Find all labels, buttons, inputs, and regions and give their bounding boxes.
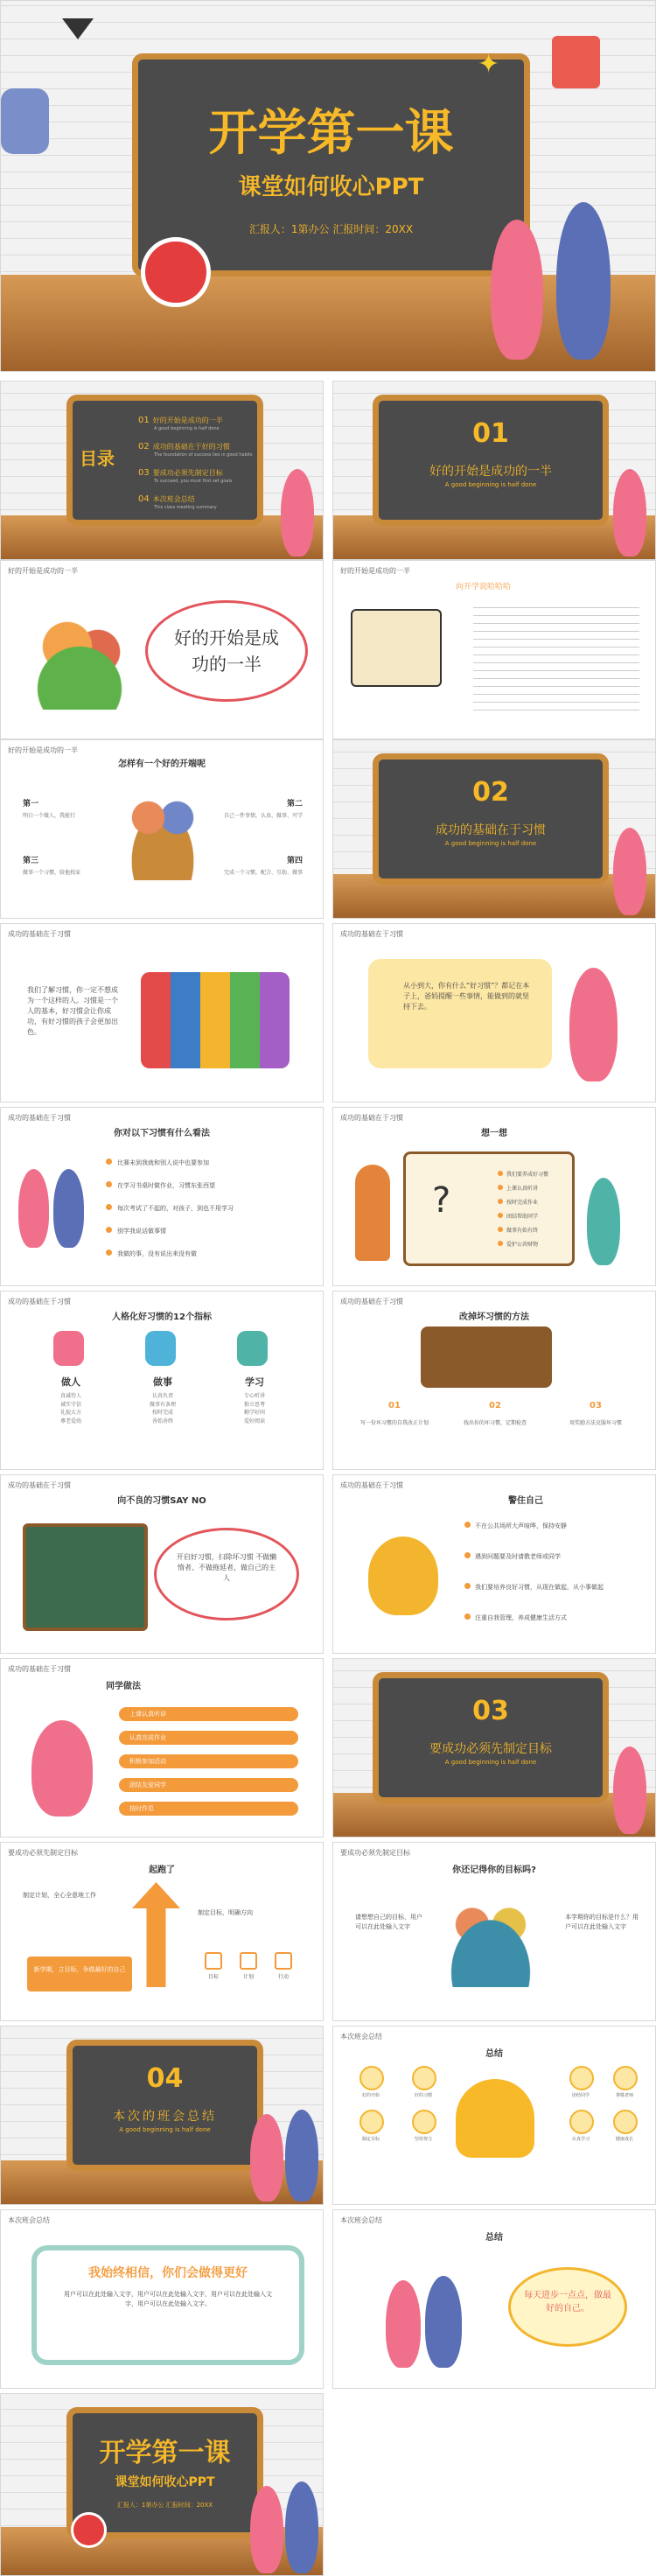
goal-icon-label: 行动 xyxy=(277,1974,289,1980)
blackboard xyxy=(373,395,609,526)
speech-bubble xyxy=(145,600,308,702)
bullet-icon xyxy=(464,1614,471,1620)
goal-icon-label: 目标 xyxy=(207,1974,219,1980)
book-illustration xyxy=(351,609,442,687)
bullet-icon xyxy=(106,1227,112,1233)
section-title: 要成功必须先制定目标 xyxy=(429,1742,552,1756)
bubble-text: 开启好习惯，扫除坏习惯 不做懒惰者、不做拖延者，做自己的主人 xyxy=(176,1553,277,1582)
slide-title: 警住自己 xyxy=(508,1496,543,1506)
bullet-icon xyxy=(498,1199,503,1204)
opinion-item xyxy=(106,1174,307,1190)
summary-label: 坚持努力 xyxy=(414,2137,432,2142)
s2b-slide xyxy=(332,923,656,1102)
think-item xyxy=(498,1163,548,1177)
column-heading: 做事 xyxy=(153,1376,172,1388)
girl-illustration xyxy=(587,1178,620,1265)
section4-slide xyxy=(0,2026,324,2205)
tip-item xyxy=(224,854,303,876)
toc-item-text: 要成功必须先制定目标 xyxy=(152,469,223,477)
left-text: 制定计划，全心全意地工作 xyxy=(23,1892,96,1899)
method-number: 01 xyxy=(388,1401,401,1410)
speech-bubble xyxy=(154,1528,299,1620)
s1b-slide xyxy=(332,560,656,739)
family-illustration xyxy=(18,605,141,710)
trophy-illustration xyxy=(456,2079,534,2158)
opinion-text: 在学习书桌时做作业，习惯东张西望 xyxy=(117,1182,215,1189)
reminder-text: 注重自我管理，养成健康生活方式 xyxy=(475,1614,567,1621)
slide-header: 成功的基础在于习惯 xyxy=(8,1298,71,1306)
girl-illustration xyxy=(386,2280,421,2368)
method-text: 找出你的坏习惯，定期检查 xyxy=(463,1420,527,1426)
slide-header: 本次班会总结 xyxy=(340,2033,382,2040)
think-text: 按时完成作业 xyxy=(506,1200,539,1206)
slide-title: 向不良的习惯SAY NO xyxy=(117,1496,206,1506)
slide-header: 成功的基础在于习惯 xyxy=(8,1665,71,1673)
toc-item xyxy=(138,488,254,514)
toc-item-text: 好的开始是成功的一半 xyxy=(152,416,223,424)
summary-label: 制定目标 xyxy=(361,2137,380,2142)
toc-item-subtitle: The foundation of success lies in good habits xyxy=(154,452,253,458)
tip-text: 做事一个习惯，给他找家 xyxy=(23,870,81,876)
summary-circle-icon xyxy=(569,2066,594,2090)
slide-title: 你对以下习惯有什么看法 xyxy=(114,1129,210,1138)
cover-meta: 汇报人：1第办公 汇报时间：20XX xyxy=(248,223,414,235)
section-number: 01 xyxy=(472,418,509,449)
letter-icon xyxy=(237,1331,268,1366)
practice-pill xyxy=(119,1754,298,1768)
bubble-text: 每天进步一点点，做最好的自己。 xyxy=(524,2291,611,2314)
bullet-icon xyxy=(106,1204,112,1210)
practice-text: 积极参加活动 xyxy=(129,1758,166,1765)
reminder-item xyxy=(464,1515,639,1531)
opinion-item xyxy=(106,1152,307,1167)
s2e-slide xyxy=(0,1291,324,1470)
think-item xyxy=(498,1191,548,1205)
s2h-slide xyxy=(332,1474,656,1654)
girl-illustration xyxy=(250,2114,283,2202)
teacher-illustration xyxy=(355,1165,390,1261)
blackboard xyxy=(66,2040,263,2171)
opinion-item xyxy=(106,1242,307,1258)
toc-item-number: 01 xyxy=(138,416,150,425)
practice-pill xyxy=(119,1707,298,1721)
slide-header: 成功的基础在于习惯 xyxy=(340,1481,403,1489)
arrow-pencil-illustration xyxy=(132,1882,180,1987)
girl-illustration xyxy=(281,469,314,556)
slide-title: 起跑了 xyxy=(149,1866,175,1875)
slide-title: 向开学说哈哈哈 xyxy=(456,583,512,592)
frame-text: 用户可以在此处输入文字，用户可以在此处输入文字，用户可以在此处输入文字，用户可以在此处输入文字。 xyxy=(64,2291,272,2307)
right-text: 本学期你的目标是什么？用户可以在此处输入文字 xyxy=(565,1914,639,1930)
end-title: 开学第一课 xyxy=(99,2438,231,2468)
reminder-item xyxy=(464,1576,639,1592)
bullet-icon xyxy=(498,1185,503,1190)
section-subtitle: A good beginning is half done xyxy=(119,2126,211,2133)
bullet-icon xyxy=(498,1213,503,1218)
slide-header: 要成功必须先制定目标 xyxy=(340,1849,410,1857)
girl-illustration xyxy=(569,968,618,1082)
cover-slide xyxy=(0,0,656,372)
tip-heading: 第三 xyxy=(23,857,39,865)
s2i-slide xyxy=(0,1658,324,1838)
section-number: 02 xyxy=(472,777,509,808)
bullet-icon xyxy=(106,1158,112,1165)
girl-illustration xyxy=(613,1746,646,1834)
section-subtitle: A good beginning is half done xyxy=(444,481,537,488)
bubble-text: 好的开始是成功的一半 xyxy=(174,627,279,675)
toc-item-text: 成功的基础在于好的习惯 xyxy=(152,443,230,451)
summary-circle-icon xyxy=(359,2066,384,2090)
tip-heading: 第一 xyxy=(23,800,39,808)
slide-header: 要成功必须先制定目标 xyxy=(8,1849,78,1857)
s4b-slide xyxy=(0,2209,324,2389)
tip-item xyxy=(224,797,303,819)
summary-circle-icon xyxy=(412,2066,436,2090)
bullet-icon xyxy=(464,1522,471,1528)
boy-illustration xyxy=(53,1169,84,1248)
toc-slide xyxy=(0,381,324,560)
s2a-slide xyxy=(0,923,324,1102)
reminder-item xyxy=(464,1606,639,1623)
cover-title: 开学第一课 xyxy=(208,105,454,162)
right-text: 制定目标，明确方向 xyxy=(198,1909,253,1916)
toc-label: 目录 xyxy=(80,448,115,469)
girl-illustration xyxy=(250,2486,283,2573)
toc-item-number: 03 xyxy=(138,468,150,478)
end-meta: 汇报人：1第办公 汇报时间：20XX xyxy=(116,2502,213,2509)
boy-illustration xyxy=(556,202,611,360)
method-number: 03 xyxy=(590,1401,602,1410)
blackboard xyxy=(373,1672,609,1803)
student-illustration xyxy=(31,1720,93,1816)
slide-header: 成功的基础在于习惯 xyxy=(340,1298,403,1306)
toc-item xyxy=(138,462,254,488)
practice-text: 上课认真听讲 xyxy=(129,1711,166,1718)
s2c-slide xyxy=(0,1107,324,1286)
section1-slide xyxy=(332,381,656,560)
opinion-text: 我做的事，没有说出来没有做 xyxy=(117,1250,197,1257)
backpack-icon xyxy=(1,88,49,154)
bullet-icon xyxy=(498,1241,503,1246)
opinion-text: 别学我说话做事情 xyxy=(117,1228,166,1235)
section2-slide xyxy=(332,739,656,919)
summary-label: 好的开始 xyxy=(361,2093,380,2098)
slide-header: 本次班会总结 xyxy=(8,2216,50,2224)
reminder-item xyxy=(464,1545,639,1562)
slide-title: 怎样有一个好的开端呢 xyxy=(118,760,206,769)
s1c-slide xyxy=(0,739,324,919)
toc-list xyxy=(138,410,254,514)
letter-icon xyxy=(53,1331,84,1366)
blackboard xyxy=(66,395,263,526)
slide-title: 同学做法 xyxy=(106,1682,141,1691)
section-title: 成功的基础在于习惯 xyxy=(436,823,546,837)
family-illustration xyxy=(115,784,211,880)
s1a-slide xyxy=(0,560,324,739)
reminder-text: 遇到问题要及时请教老师或同学 xyxy=(475,1553,561,1560)
classroom-illustration xyxy=(23,1523,148,1631)
question-mark-icon: ? xyxy=(432,1180,451,1221)
note-card xyxy=(368,959,552,1068)
toc-item xyxy=(138,410,254,436)
reading-kids-illustration xyxy=(429,1891,552,1987)
bullet-icon xyxy=(498,1171,503,1176)
goal-icon xyxy=(205,1952,222,1970)
alarm-clock-icon xyxy=(141,237,211,307)
boy-illustration xyxy=(425,2276,462,2368)
summary-circle-icon xyxy=(359,2110,384,2134)
think-list xyxy=(498,1163,548,1247)
section-number: 04 xyxy=(146,2063,184,2094)
girl-illustration xyxy=(613,828,646,915)
practice-pill xyxy=(119,1778,298,1792)
think-item xyxy=(498,1205,548,1219)
tip-text: 自己一件事情，认真、做事、可学 xyxy=(224,813,304,819)
slide-title: 人格化好习惯的12个指标 xyxy=(112,1312,212,1322)
bullet-icon xyxy=(464,1552,471,1558)
slide-header: 成功的基础在于习惯 xyxy=(340,1114,403,1122)
summary-label: 健康成长 xyxy=(615,2137,633,2142)
toc-item-subtitle: This class meeting summary xyxy=(154,505,217,510)
speech-bubble xyxy=(508,2267,627,2347)
section3-slide xyxy=(332,1658,656,1838)
section-title: 好的开始是成功的一半 xyxy=(429,465,552,479)
slide-title: 想一想 xyxy=(481,1129,507,1138)
triangle-icon xyxy=(62,18,94,39)
summary-label: 认真学习 xyxy=(571,2137,590,2142)
frame-card xyxy=(31,2245,304,2365)
think-item xyxy=(498,1177,548,1191)
slide-header: 好的开始是成功的一半 xyxy=(8,567,78,575)
slide-header: 成功的基础在于习惯 xyxy=(340,930,403,938)
summary-circle-icon xyxy=(613,2066,638,2090)
summary-label: 团结同学 xyxy=(571,2093,590,2098)
practice-pill xyxy=(119,1802,298,1816)
reminder-text: 不在公共场所大声喧哗，保持安静 xyxy=(475,1522,567,1530)
s2d-slide xyxy=(332,1107,656,1286)
think-item xyxy=(498,1233,548,1247)
column-heading: 学习 xyxy=(245,1376,264,1388)
method-number: 02 xyxy=(489,1401,501,1410)
bullet-icon xyxy=(106,1181,112,1187)
pencil-cup-icon xyxy=(552,36,600,88)
method-text: 写一份坏习惯的自我改正计划 xyxy=(359,1420,429,1426)
summary-label: 好的习惯 xyxy=(414,2093,432,2098)
s2f-slide xyxy=(332,1291,656,1470)
toc-item-number: 04 xyxy=(138,494,150,504)
bullet-icon xyxy=(106,1250,112,1256)
method-text: 用奖励方法克服坏习惯 xyxy=(569,1420,622,1426)
goal-icon xyxy=(240,1952,257,1970)
goal-banner xyxy=(27,1956,132,1992)
letter-icon xyxy=(145,1331,176,1366)
left-text: 请想想自己的目标，用户可以在此处输入文字 xyxy=(355,1914,422,1930)
tip-item xyxy=(23,797,101,819)
girl-illustration xyxy=(613,469,646,556)
think-text: 做事有始有终 xyxy=(506,1228,539,1234)
cover-subtitle: 课堂如何收心PPT xyxy=(238,174,424,200)
boy-illustration xyxy=(285,2482,318,2573)
summary-circle-icon xyxy=(412,2110,436,2134)
opinion-text: 每次考试了不起的，对孩子，到也不用学习 xyxy=(117,1205,234,1212)
student-illustration xyxy=(368,1536,438,1615)
classroom-illustration xyxy=(421,1326,552,1388)
think-text: 我们要养成好习惯 xyxy=(506,1172,549,1178)
slide-title: 改掉坏习惯的方法 xyxy=(459,1312,529,1322)
girl-illustration xyxy=(491,220,543,360)
toc-item-subtitle: A good beginning is half done xyxy=(154,426,220,431)
s4c-slide xyxy=(332,2209,656,2389)
think-item xyxy=(498,1219,548,1233)
practice-text: 认真完成作业 xyxy=(129,1734,166,1741)
think-text: 上课认真听讲 xyxy=(506,1186,539,1192)
tip-text: 完成一个习惯，配合、互助、做事 xyxy=(224,870,304,876)
column-heading: 做人 xyxy=(61,1376,80,1388)
alarm-clock-icon xyxy=(71,2512,107,2548)
column-text: 专心听讲 独立思考 勤学好问 爱好阅读 xyxy=(243,1393,265,1424)
toc-item-subtitle: To succeed, you must first set goals xyxy=(154,479,233,484)
reminder-text: 我们要培养良好习惯，从现在做起，从小事做起 xyxy=(475,1584,604,1591)
goal-icon-label: 计划 xyxy=(242,1974,254,1980)
opinion-text: 比赛未到我就和别人说中也要参加 xyxy=(117,1159,209,1166)
slide-header: 好的开始是成功的一半 xyxy=(340,567,410,575)
summary-label: 尊敬老师 xyxy=(615,2093,633,2098)
tip-item xyxy=(23,854,101,876)
slide-title: 总结 xyxy=(485,2049,503,2059)
tip-heading: 第四 xyxy=(286,857,303,865)
blackboard xyxy=(373,753,609,885)
frame-title: 我始终相信，你们会做得更好 xyxy=(88,2266,248,2280)
s3a-slide xyxy=(0,1842,324,2021)
banner-text: 新学期，立目标，争做最好的自己 xyxy=(33,1966,126,1973)
think-text: 爱护公共财物 xyxy=(506,1242,539,1248)
summary-circle-icon xyxy=(613,2110,638,2134)
tip-heading: 第二 xyxy=(286,800,303,808)
practice-text: 团结友爱同学 xyxy=(129,1782,166,1788)
s3b-slide xyxy=(332,1842,656,2021)
practice-text: 按时作息 xyxy=(129,1805,154,1812)
end-slide xyxy=(0,2393,324,2576)
goal-icon xyxy=(275,1952,292,1970)
body-text: 从小到大，你有什么“好习惯”？都记在本子上，爸妈提醒一些事情，能做到的就坚持下去。 xyxy=(403,982,530,1011)
column-text: 认真负责 做事有条理 按时完成 善始善终 xyxy=(149,1393,176,1424)
girl-illustration xyxy=(18,1169,49,1248)
section-subtitle: A good beginning is half done xyxy=(444,1759,537,1766)
toc-item xyxy=(138,436,254,462)
slide-header: 成功的基础在于习惯 xyxy=(8,1114,71,1122)
bullet-icon xyxy=(464,1583,471,1589)
body-text xyxy=(473,600,639,714)
opinion-item xyxy=(106,1220,307,1236)
boy-illustration xyxy=(285,2110,318,2202)
slide-title: 总结 xyxy=(485,2233,503,2243)
column-text: 真诚待人 诚实守信 礼貌大方 尊老爱幼 xyxy=(59,1393,81,1424)
section-number: 03 xyxy=(472,1696,509,1726)
bullet-icon xyxy=(498,1227,503,1232)
toc-item-text: 本次班会总结 xyxy=(152,495,195,503)
slide-header: 本次班会总结 xyxy=(340,2216,382,2224)
letters-illustration xyxy=(141,972,290,1068)
slide-title: 你还记得你的目标吗? xyxy=(452,1866,536,1875)
slide-header: 好的开始是成功的一半 xyxy=(8,746,78,754)
star-icon: ✦ xyxy=(478,49,500,80)
slide-header: 成功的基础在于习惯 xyxy=(8,1481,71,1489)
opinion-item xyxy=(106,1197,307,1213)
toc-item-number: 02 xyxy=(138,442,150,452)
end-subtitle: 课堂如何收心PPT xyxy=(115,2475,215,2489)
think-text: 团结帮助同学 xyxy=(506,1214,539,1220)
s2g-slide xyxy=(0,1474,324,1654)
tip-text: 明白一个做人，我能行 xyxy=(23,813,76,819)
practice-pill xyxy=(119,1731,298,1745)
summary-circle-icon xyxy=(569,2110,594,2134)
section-title: 本次的班会总结 xyxy=(113,2110,217,2124)
open-book xyxy=(403,1152,575,1266)
slide-header: 成功的基础在于习惯 xyxy=(8,930,71,938)
body-text: 我们了解习惯，你一定不想成为一个这样的人。习惯是一个人的基本，好习惯会让你成功，有好习惯的孩子会更加出色。 xyxy=(27,986,118,1036)
section-subtitle: A good beginning is half done xyxy=(444,840,537,847)
s4a-slide xyxy=(332,2026,656,2205)
